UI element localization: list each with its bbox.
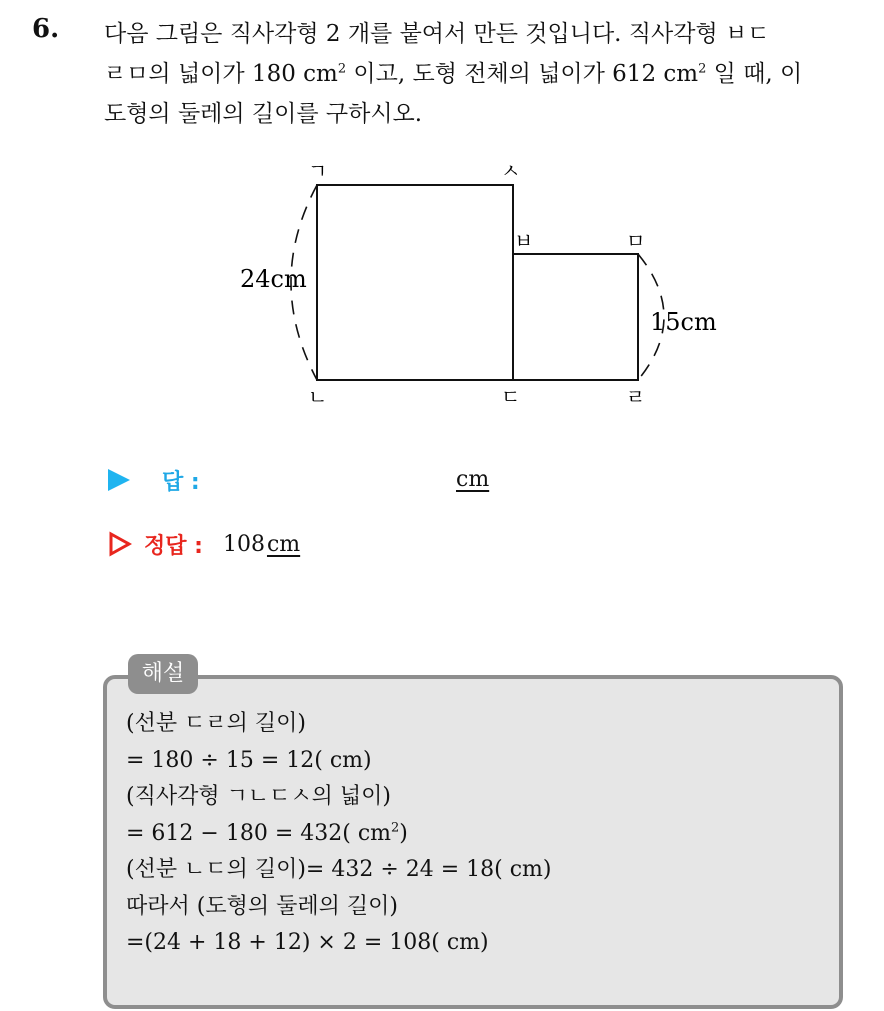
outline-arrow-icon — [108, 531, 132, 557]
vertex-label-m: ㅁ — [626, 229, 646, 253]
explanation-tag: 해설 — [128, 654, 198, 694]
question-line: 도형의 둘레의 길이를 구하시오. — [104, 101, 423, 127]
answer-label: 답 : — [162, 469, 200, 495]
question-line: 다음 그림은 직사각형 2 개를 붙여서 만든 것입니다. 직사각형 ㅂㄷ — [104, 21, 770, 47]
explanation-line: (선분 ㄷㄹ의 길이) — [126, 711, 306, 736]
explanation-line: =(24 + 18 + 12) × 2 = 108( cm) — [126, 930, 489, 955]
figure-outline — [317, 185, 638, 380]
question-text — [104, 14, 864, 134]
answer-unit: cm — [456, 467, 490, 492]
vertex-label-s: ㅅ — [501, 159, 521, 183]
explanation-line: 따라서 (도형의 둘레의 길이) — [126, 893, 398, 919]
vertex-label-b: ㅂ — [514, 229, 534, 253]
answer-row — [108, 462, 528, 498]
correct-answer-unit: cm — [266, 531, 301, 557]
correct-answer-label: 정답 : — [144, 533, 203, 559]
explanation-line: = 180 ÷ 15 = 12( cm) — [126, 747, 372, 773]
explanation-line: (직사각형 ㄱㄴㄷㅅ의 넓이) — [126, 784, 391, 809]
right-length-label: 15cm — [650, 308, 717, 336]
rectangle-figure — [220, 150, 740, 420]
correct-answer-row — [108, 526, 300, 562]
question-line: ㄹㅁ의 넓이가 180 $cm^2$ 이고, 도형 전체의 넓이가 612 $cm^2$ 일 때, 이 — [104, 61, 803, 87]
vertex-label-n: ㄴ — [308, 385, 328, 409]
left-length-label: 24cm — [240, 265, 307, 293]
explanation-text — [126, 706, 552, 962]
question-number: 6. — [32, 14, 60, 44]
rectangle-gnds — [317, 185, 513, 380]
vertex-label-g: ㄱ — [308, 159, 328, 183]
play-arrow-icon — [108, 469, 130, 491]
vertex-label-r: ㄹ — [626, 385, 646, 409]
rectangle-bdrm — [513, 254, 638, 380]
vertex-label-d: ㄷ — [501, 385, 521, 409]
explanation-line: (선분 ㄴㄷ의 길이)= 432 ÷ 24 = 18( cm) — [126, 857, 552, 882]
explanation-line: = 612 − 180 = 432( $cm^2$) — [126, 820, 408, 846]
correct-answer-value: 108 — [222, 531, 265, 557]
